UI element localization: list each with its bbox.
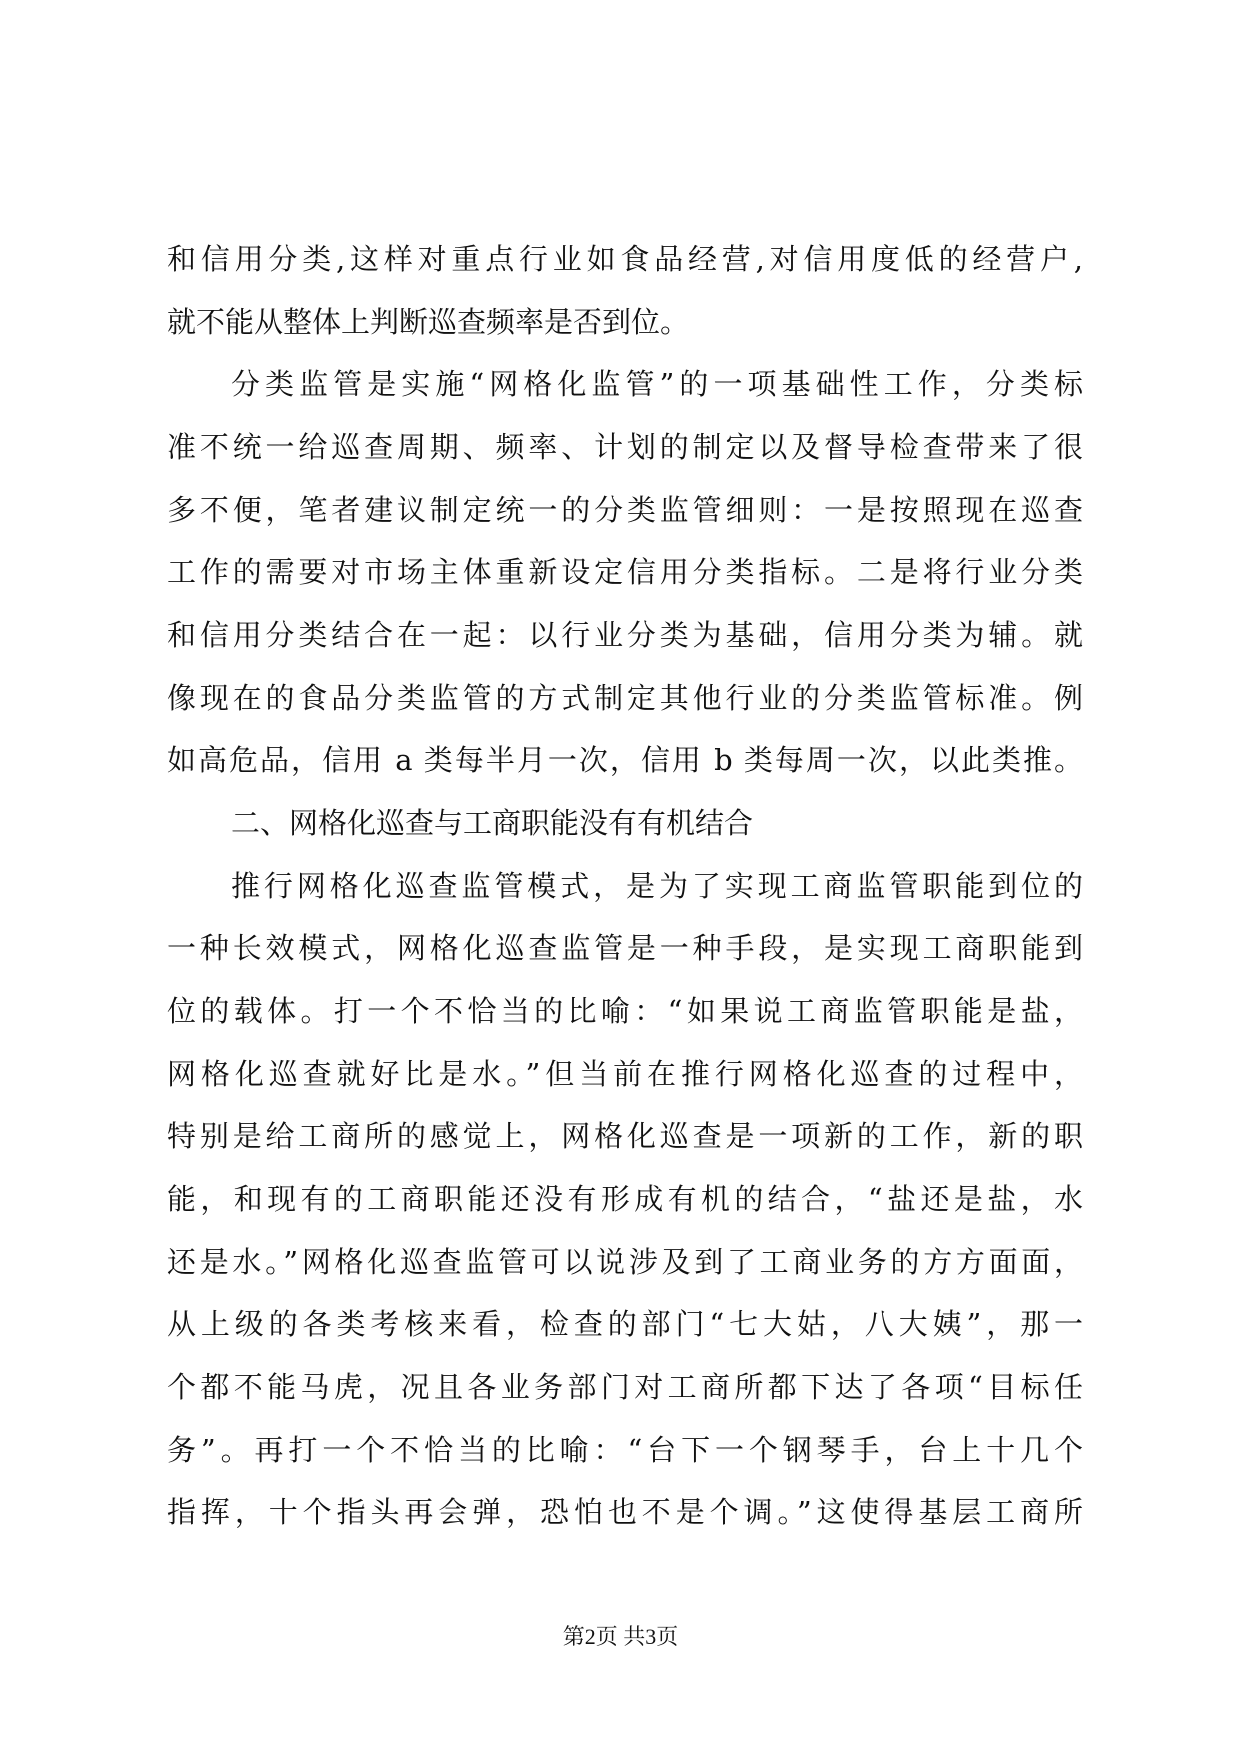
body-line: 特别是给工商所的感觉上，网格化巡查是一项新的工作，新的职: [167, 1119, 1083, 1153]
body-line: 能，和现有的工商职能还没有形成有机的结合，“盐还是盐，水: [167, 1182, 1083, 1216]
body-line: 指挥，十个指头再会弹，恐怕也不是个调。”这使得基层工商所: [167, 1495, 1083, 1529]
body-line: 就不能从整体上判断巡查频率是否到位。: [167, 305, 690, 339]
body-line: 和信用分类,这样对重点行业如食品经营,对信用度低的经营户,: [167, 242, 1083, 276]
body-line: 务”。再打一个不恰当的比喻：“台下一个钢琴手，台上十几个: [167, 1433, 1083, 1467]
body-line: 工作的需要对市场主体重新设定信用分类指标。二是将行业分类: [167, 555, 1083, 589]
body-line: 从上级的各类考核来看，检查的部门“七大姑，八大姨”，那一: [167, 1307, 1083, 1341]
paragraph-start-line: 推行网格化巡查监管模式，是为了实现工商监管职能到位的: [231, 869, 1083, 903]
body-line: 位的载体。打一个不恰当的比喻：“如果说工商监管职能是盐，: [167, 994, 1083, 1028]
body-line: 和信用分类结合在一起：以行业分类为基础，信用分类为辅。就: [167, 618, 1083, 652]
body-line: 多不便，笔者建议制定统一的分类监管细则：一是按照现在巡查: [167, 493, 1083, 527]
body-line: 网格化巡查就好比是水。”但当前在推行网格化巡查的过程中，: [167, 1057, 1083, 1091]
section-heading: 二、网格化巡查与工商职能没有有机结合: [231, 806, 754, 840]
body-line: 个都不能马虎，况且各业务部门对工商所都下达了各项“目标任: [167, 1370, 1083, 1404]
body-line: 准不统一给巡查周期、频率、计划的制定以及督导检查带来了很: [167, 430, 1083, 464]
body-line: 一种长效模式，网格化巡查监管是一种手段，是实现工商职能到: [167, 931, 1083, 965]
page-number-footer: 第2页 共3页: [562, 1624, 679, 1649]
paragraph-start-line: 分类监管是实施“网格化监管”的一项基础性工作，分类标: [231, 367, 1083, 401]
body-line: 还是水。”网格化巡查监管可以说涉及到了工商业务的方方面面，: [167, 1245, 1083, 1279]
body-line: 像现在的食品分类监管的方式制定其他行业的分类监管标准。例: [167, 681, 1083, 715]
body-line: 如高危品，信用 a 类每半月一次，信用 b 类每周一次，以此类推。: [167, 743, 1083, 777]
